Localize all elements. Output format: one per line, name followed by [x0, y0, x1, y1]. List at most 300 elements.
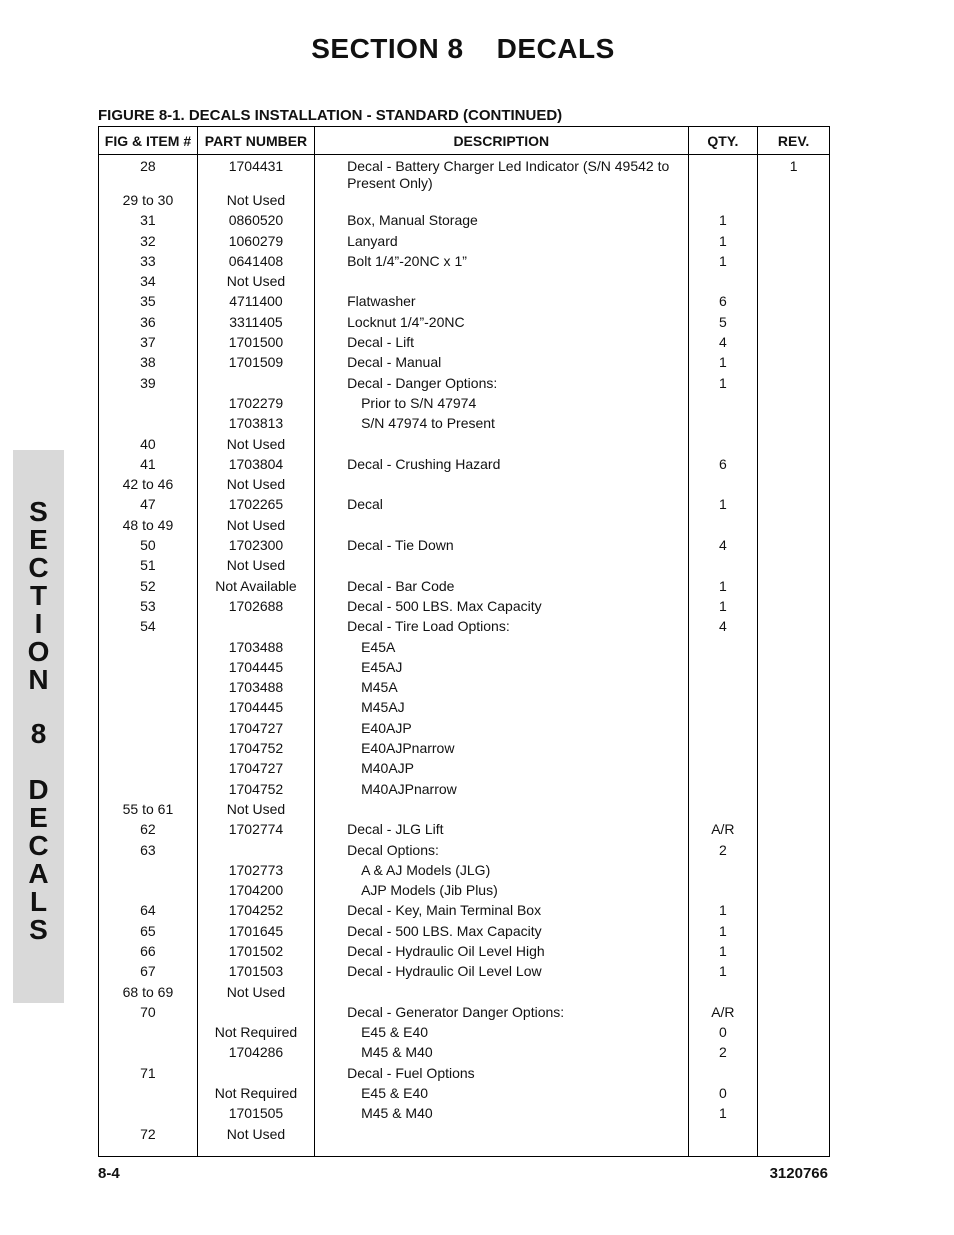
qty-cell — [688, 517, 758, 537]
description-cell: Locknut 1/4”-20NC — [315, 314, 688, 334]
fig-item-cell — [99, 862, 198, 882]
part-number-cell: Not Used — [197, 984, 314, 1004]
part-number-cell: 1702300 — [197, 537, 314, 557]
side-tab-letter: 8 — [30, 718, 47, 749]
qty-cell: 6 — [688, 293, 758, 313]
qty-cell: 1 — [688, 253, 758, 273]
rev-cell — [758, 476, 830, 496]
rev-cell — [758, 1004, 830, 1024]
part-number-cell: 4711400 — [197, 293, 314, 313]
rev-cell — [758, 354, 830, 374]
part-number-cell: 3311405 — [197, 314, 314, 334]
description-cell: Decal - Battery Charger Led Indicator (S/N 49542 to Present Only) — [315, 155, 688, 193]
table-row — [99, 517, 830, 537]
description-cell: Decal - Lift — [315, 334, 688, 354]
part-number-cell: 1703488 — [197, 679, 314, 699]
description-cell: Decal — [315, 496, 688, 516]
part-number-cell: 1703488 — [197, 639, 314, 659]
part-number-cell: Not Used — [197, 517, 314, 537]
description-cell: Decal - Bar Code — [315, 578, 688, 598]
column-header-qty: QTY. — [688, 127, 758, 155]
rev-cell: 1 — [758, 155, 830, 193]
part-number-cell — [197, 1004, 314, 1024]
part-number-cell: Not Used — [197, 192, 314, 212]
rev-cell — [758, 212, 830, 232]
fig-item-cell: 39 — [99, 375, 198, 395]
rev-cell — [758, 415, 830, 435]
part-number-cell: 1702774 — [197, 821, 314, 841]
part-number-cell: 1704727 — [197, 760, 314, 780]
table-row — [99, 821, 830, 841]
rev-cell — [758, 862, 830, 882]
qty-cell — [688, 862, 758, 882]
description-cell: Prior to S/N 47974 — [315, 395, 688, 415]
fig-item-cell: 52 — [99, 578, 198, 598]
part-number-cell — [197, 842, 314, 862]
fig-item-cell — [99, 1085, 198, 1105]
qty-cell: 4 — [688, 618, 758, 638]
table-header-row — [99, 127, 830, 155]
table-row — [99, 1044, 830, 1064]
qty-cell: 1 — [688, 1105, 758, 1125]
qty-cell — [688, 679, 758, 699]
fig-item-cell: 54 — [99, 618, 198, 638]
fig-item-cell — [99, 1024, 198, 1044]
qty-cell — [688, 1126, 758, 1157]
fig-item-cell: 28 — [99, 155, 198, 193]
table-row — [99, 395, 830, 415]
side-tab-letter: E — [29, 802, 48, 833]
table-row — [99, 212, 830, 232]
table-row — [99, 557, 830, 577]
fig-item-cell: 32 — [99, 233, 198, 253]
table-row — [99, 476, 830, 496]
fig-item-cell: 29 to 30 — [99, 192, 198, 212]
part-number-cell: 1704752 — [197, 740, 314, 760]
rev-cell — [758, 334, 830, 354]
qty-cell — [688, 1065, 758, 1085]
description-cell: Decal - Hydraulic Oil Level Low — [315, 963, 688, 983]
table-row — [99, 943, 830, 963]
rev-cell — [758, 679, 830, 699]
part-number-cell — [197, 375, 314, 395]
qty-cell: 1 — [688, 233, 758, 253]
rev-cell — [758, 740, 830, 760]
fig-item-cell: 68 to 69 — [99, 984, 198, 1004]
rev-cell — [758, 882, 830, 902]
table-row — [99, 253, 830, 273]
side-tab-letter: S — [29, 914, 48, 945]
description-cell: Lanyard — [315, 233, 688, 253]
fig-item-cell: 53 — [99, 598, 198, 618]
table-row — [99, 1126, 830, 1157]
qty-cell — [688, 801, 758, 821]
side-tab-letter: I — [34, 608, 43, 639]
qty-cell — [688, 155, 758, 193]
fig-item-cell: 36 — [99, 314, 198, 334]
part-number-cell: 0641408 — [197, 253, 314, 273]
part-number-cell: 1701500 — [197, 334, 314, 354]
qty-cell: 1 — [688, 375, 758, 395]
part-number-cell: 1704431 — [197, 155, 314, 193]
description-cell: Decal - Hydraulic Oil Level High — [315, 943, 688, 963]
fig-item-cell: 64 — [99, 902, 198, 922]
qty-cell: 5 — [688, 314, 758, 334]
part-number-cell: Not Used — [197, 557, 314, 577]
rev-cell — [758, 801, 830, 821]
table-row — [99, 679, 830, 699]
qty-cell: 0 — [688, 1024, 758, 1044]
qty-cell: 1 — [688, 923, 758, 943]
description-cell: Decal - Danger Options: — [315, 375, 688, 395]
table-row — [99, 1004, 830, 1024]
fig-item-cell: 51 — [99, 557, 198, 577]
table-row — [99, 598, 830, 618]
fig-item-cell — [99, 679, 198, 699]
rev-cell — [758, 923, 830, 943]
fig-item-cell: 33 — [99, 253, 198, 273]
part-number-cell: 1702279 — [197, 395, 314, 415]
part-number-cell: 1704200 — [197, 882, 314, 902]
description-cell: M45 & M40 — [315, 1044, 688, 1064]
qty-cell: 6 — [688, 456, 758, 476]
part-number-cell: 1060279 — [197, 233, 314, 253]
fig-item-cell: 65 — [99, 923, 198, 943]
rev-cell — [758, 456, 830, 476]
fig-item-cell: 37 — [99, 334, 198, 354]
side-tab-letter: D — [28, 774, 49, 805]
description-cell: Decal - Manual — [315, 354, 688, 374]
fig-item-cell: 70 — [99, 1004, 198, 1024]
table-row — [99, 415, 830, 435]
description-cell: E45 & E40 — [315, 1085, 688, 1105]
description-cell — [315, 984, 688, 1004]
table-row — [99, 1065, 830, 1085]
description-cell — [315, 192, 688, 212]
table-row — [99, 740, 830, 760]
qty-cell — [688, 699, 758, 719]
table-row — [99, 1085, 830, 1105]
part-number-cell: 1704252 — [197, 902, 314, 922]
part-number-cell: Not Required — [197, 1024, 314, 1044]
rev-cell — [758, 1044, 830, 1064]
part-number-cell: 1704445 — [197, 659, 314, 679]
fig-item-cell — [99, 639, 198, 659]
rev-cell — [758, 517, 830, 537]
description-cell: Decal - Crushing Hazard — [315, 456, 688, 476]
qty-cell — [688, 395, 758, 415]
fig-item-cell — [99, 882, 198, 902]
table-row — [99, 314, 830, 334]
rev-cell — [758, 314, 830, 334]
description-cell: E45AJ — [315, 659, 688, 679]
part-number-cell: 1701645 — [197, 923, 314, 943]
part-number-cell: 1702265 — [197, 496, 314, 516]
side-tab-letter: A — [28, 858, 49, 889]
part-number-cell: Not Used — [197, 1126, 314, 1157]
description-cell: Decal - Generator Danger Options: — [315, 1004, 688, 1024]
table-row — [99, 1105, 830, 1125]
part-number-cell: 1701503 — [197, 963, 314, 983]
rev-cell — [758, 781, 830, 801]
qty-cell: 2 — [688, 842, 758, 862]
fig-item-cell: 66 — [99, 943, 198, 963]
rev-cell — [758, 375, 830, 395]
table-row — [99, 842, 830, 862]
table-row — [99, 273, 830, 293]
fig-item-cell: 41 — [99, 456, 198, 476]
column-header-rev: REV. — [758, 127, 830, 155]
description-cell: M40AJPnarrow — [315, 781, 688, 801]
rev-cell — [758, 639, 830, 659]
column-header-part: PART NUMBER — [197, 127, 314, 155]
fig-item-cell: 38 — [99, 354, 198, 374]
side-tab-letter: E — [29, 524, 48, 555]
fig-item-cell: 50 — [99, 537, 198, 557]
description-cell: AJP Models (Jib Plus) — [315, 882, 688, 902]
table-row — [99, 496, 830, 516]
rev-cell — [758, 192, 830, 212]
qty-cell: A/R — [688, 1004, 758, 1024]
table-row — [99, 923, 830, 943]
qty-cell: 1 — [688, 902, 758, 922]
side-tab-letter: L — [29, 886, 48, 917]
rev-cell — [758, 496, 830, 516]
part-number-cell: 1703804 — [197, 456, 314, 476]
description-cell — [315, 476, 688, 496]
side-tab-letter: C — [28, 830, 49, 861]
rev-cell — [758, 578, 830, 598]
rev-cell — [758, 1085, 830, 1105]
fig-item-cell: 71 — [99, 1065, 198, 1085]
table-row — [99, 781, 830, 801]
table-row — [99, 233, 830, 253]
description-cell — [315, 557, 688, 577]
rev-cell — [758, 699, 830, 719]
part-number-cell: 1701505 — [197, 1105, 314, 1125]
table-row — [99, 456, 830, 476]
description-cell: Box, Manual Storage — [315, 212, 688, 232]
fig-item-cell — [99, 1105, 198, 1125]
side-tab-letter: C — [28, 552, 49, 583]
table-row — [99, 618, 830, 638]
fig-item-cell — [99, 760, 198, 780]
description-cell: M45 & M40 — [315, 1105, 688, 1125]
qty-cell — [688, 740, 758, 760]
table-row — [99, 659, 830, 679]
qty-cell: 1 — [688, 578, 758, 598]
description-cell: A & AJ Models (JLG) — [315, 862, 688, 882]
fig-item-cell: 72 — [99, 1126, 198, 1157]
part-number-cell: Not Required — [197, 1085, 314, 1105]
side-tab-letter: S — [29, 496, 48, 527]
rev-cell — [758, 963, 830, 983]
description-cell — [315, 1126, 688, 1157]
part-number-cell: 1702773 — [197, 862, 314, 882]
rev-cell — [758, 1126, 830, 1157]
fig-item-cell — [99, 415, 198, 435]
qty-cell: 1 — [688, 943, 758, 963]
part-number-cell: Not Used — [197, 476, 314, 496]
rev-cell — [758, 436, 830, 456]
page-number: 8-4 — [98, 1165, 120, 1182]
rev-cell — [758, 902, 830, 922]
rev-cell — [758, 557, 830, 577]
qty-cell: 4 — [688, 334, 758, 354]
description-cell — [315, 273, 688, 293]
column-header-fig: FIG & ITEM # — [99, 127, 198, 155]
qty-cell — [688, 984, 758, 1004]
rev-cell — [758, 984, 830, 1004]
fig-item-cell: 40 — [99, 436, 198, 456]
qty-cell — [688, 720, 758, 740]
description-cell: Flatwasher — [315, 293, 688, 313]
column-header-description: DESCRIPTION — [315, 127, 688, 155]
fig-item-cell: 63 — [99, 842, 198, 862]
rev-cell — [758, 842, 830, 862]
figure-title: FIGURE 8-1. DECALS INSTALLATION - STANDARD (CONTINUED) — [98, 107, 563, 124]
table-row — [99, 1024, 830, 1044]
fig-item-cell: 42 to 46 — [99, 476, 198, 496]
fig-item-cell — [99, 699, 198, 719]
rev-cell — [758, 821, 830, 841]
qty-cell — [688, 476, 758, 496]
table-row — [99, 537, 830, 557]
rev-cell — [758, 273, 830, 293]
rev-cell — [758, 395, 830, 415]
side-tab-letter: O — [27, 636, 50, 667]
rev-cell — [758, 720, 830, 740]
part-number-cell: 1702688 — [197, 598, 314, 618]
description-cell: Decal - Fuel Options — [315, 1065, 688, 1085]
description-cell: M40AJP — [315, 760, 688, 780]
part-number-cell: 1703813 — [197, 415, 314, 435]
table-row — [99, 984, 830, 1004]
qty-cell — [688, 557, 758, 577]
rev-cell — [758, 1024, 830, 1044]
fig-item-cell: 47 — [99, 496, 198, 516]
qty-cell: 0 — [688, 1085, 758, 1105]
rev-cell — [758, 659, 830, 679]
table-row — [99, 436, 830, 456]
fig-item-cell: 35 — [99, 293, 198, 313]
description-cell: E40AJPnarrow — [315, 740, 688, 760]
description-cell: Decal - JLG Lift — [315, 821, 688, 841]
description-cell: E45 & E40 — [315, 1024, 688, 1044]
table-row — [99, 720, 830, 740]
rev-cell — [758, 760, 830, 780]
fig-item-cell — [99, 395, 198, 415]
fig-item-cell: 55 to 61 — [99, 801, 198, 821]
rev-cell — [758, 598, 830, 618]
fig-item-cell — [99, 720, 198, 740]
section-side-tab — [13, 450, 64, 1003]
part-number-cell: 0860520 — [197, 212, 314, 232]
rev-cell — [758, 233, 830, 253]
fig-item-cell — [99, 781, 198, 801]
qty-cell: 1 — [688, 963, 758, 983]
qty-cell: 1 — [688, 354, 758, 374]
description-cell: Bolt 1/4”-20NC x 1” — [315, 253, 688, 273]
fig-item-cell: 62 — [99, 821, 198, 841]
part-number-cell: 1704286 — [197, 1044, 314, 1064]
part-number-cell — [197, 618, 314, 638]
part-number-cell — [197, 1065, 314, 1085]
part-number-cell: 1704727 — [197, 720, 314, 740]
description-cell: E45A — [315, 639, 688, 659]
qty-cell: 2 — [688, 1044, 758, 1064]
table-row — [99, 155, 830, 193]
table-row — [99, 760, 830, 780]
description-cell: Decal - Tie Down — [315, 537, 688, 557]
qty-cell: A/R — [688, 821, 758, 841]
part-number-cell: Not Used — [197, 801, 314, 821]
table-row — [99, 862, 830, 882]
qty-cell — [688, 639, 758, 659]
table-row — [99, 375, 830, 395]
description-cell: Decal - 500 LBS. Max Capacity — [315, 598, 688, 618]
table-row — [99, 192, 830, 212]
document-number: 3120766 — [769, 1165, 828, 1182]
rev-cell — [758, 943, 830, 963]
side-tab-letter: T — [29, 580, 48, 611]
description-cell — [315, 517, 688, 537]
part-number-cell: Not Used — [197, 273, 314, 293]
table-row — [99, 578, 830, 598]
description-cell: Decal - Tire Load Options: — [315, 618, 688, 638]
qty-cell: 4 — [688, 537, 758, 557]
qty-cell: 1 — [688, 212, 758, 232]
description-cell: Decal - 500 LBS. Max Capacity — [315, 923, 688, 943]
description-cell — [315, 436, 688, 456]
fig-item-cell: 48 to 49 — [99, 517, 198, 537]
section-title: SECTION 8 DECALS — [311, 33, 615, 64]
fig-item-cell: 67 — [99, 963, 198, 983]
description-cell: Decal Options: — [315, 842, 688, 862]
description-cell: E40AJP — [315, 720, 688, 740]
description-cell — [315, 801, 688, 821]
qty-cell — [688, 436, 758, 456]
qty-cell — [688, 760, 758, 780]
part-number-cell: Not Used — [197, 436, 314, 456]
fig-item-cell — [99, 659, 198, 679]
table-row — [99, 902, 830, 922]
fig-item-cell: 34 — [99, 273, 198, 293]
table-row — [99, 639, 830, 659]
part-number-cell: 1704752 — [197, 781, 314, 801]
part-number-cell: 1704445 — [197, 699, 314, 719]
fig-item-cell — [99, 740, 198, 760]
qty-cell — [688, 781, 758, 801]
table-row — [99, 354, 830, 374]
side-tab-letter: N — [28, 664, 49, 695]
table-row — [99, 882, 830, 902]
qty-cell — [688, 659, 758, 679]
table-row — [99, 293, 830, 313]
description-cell: Decal - Key, Main Terminal Box — [315, 902, 688, 922]
rev-cell — [758, 537, 830, 557]
description-cell: M45AJ — [315, 699, 688, 719]
description-cell: S/N 47974 to Present — [315, 415, 688, 435]
table-row — [99, 334, 830, 354]
rev-cell — [758, 1105, 830, 1125]
rev-cell — [758, 253, 830, 273]
qty-cell: 1 — [688, 496, 758, 516]
rev-cell — [758, 293, 830, 313]
table-row — [99, 699, 830, 719]
qty-cell — [688, 192, 758, 212]
table-row — [99, 801, 830, 821]
